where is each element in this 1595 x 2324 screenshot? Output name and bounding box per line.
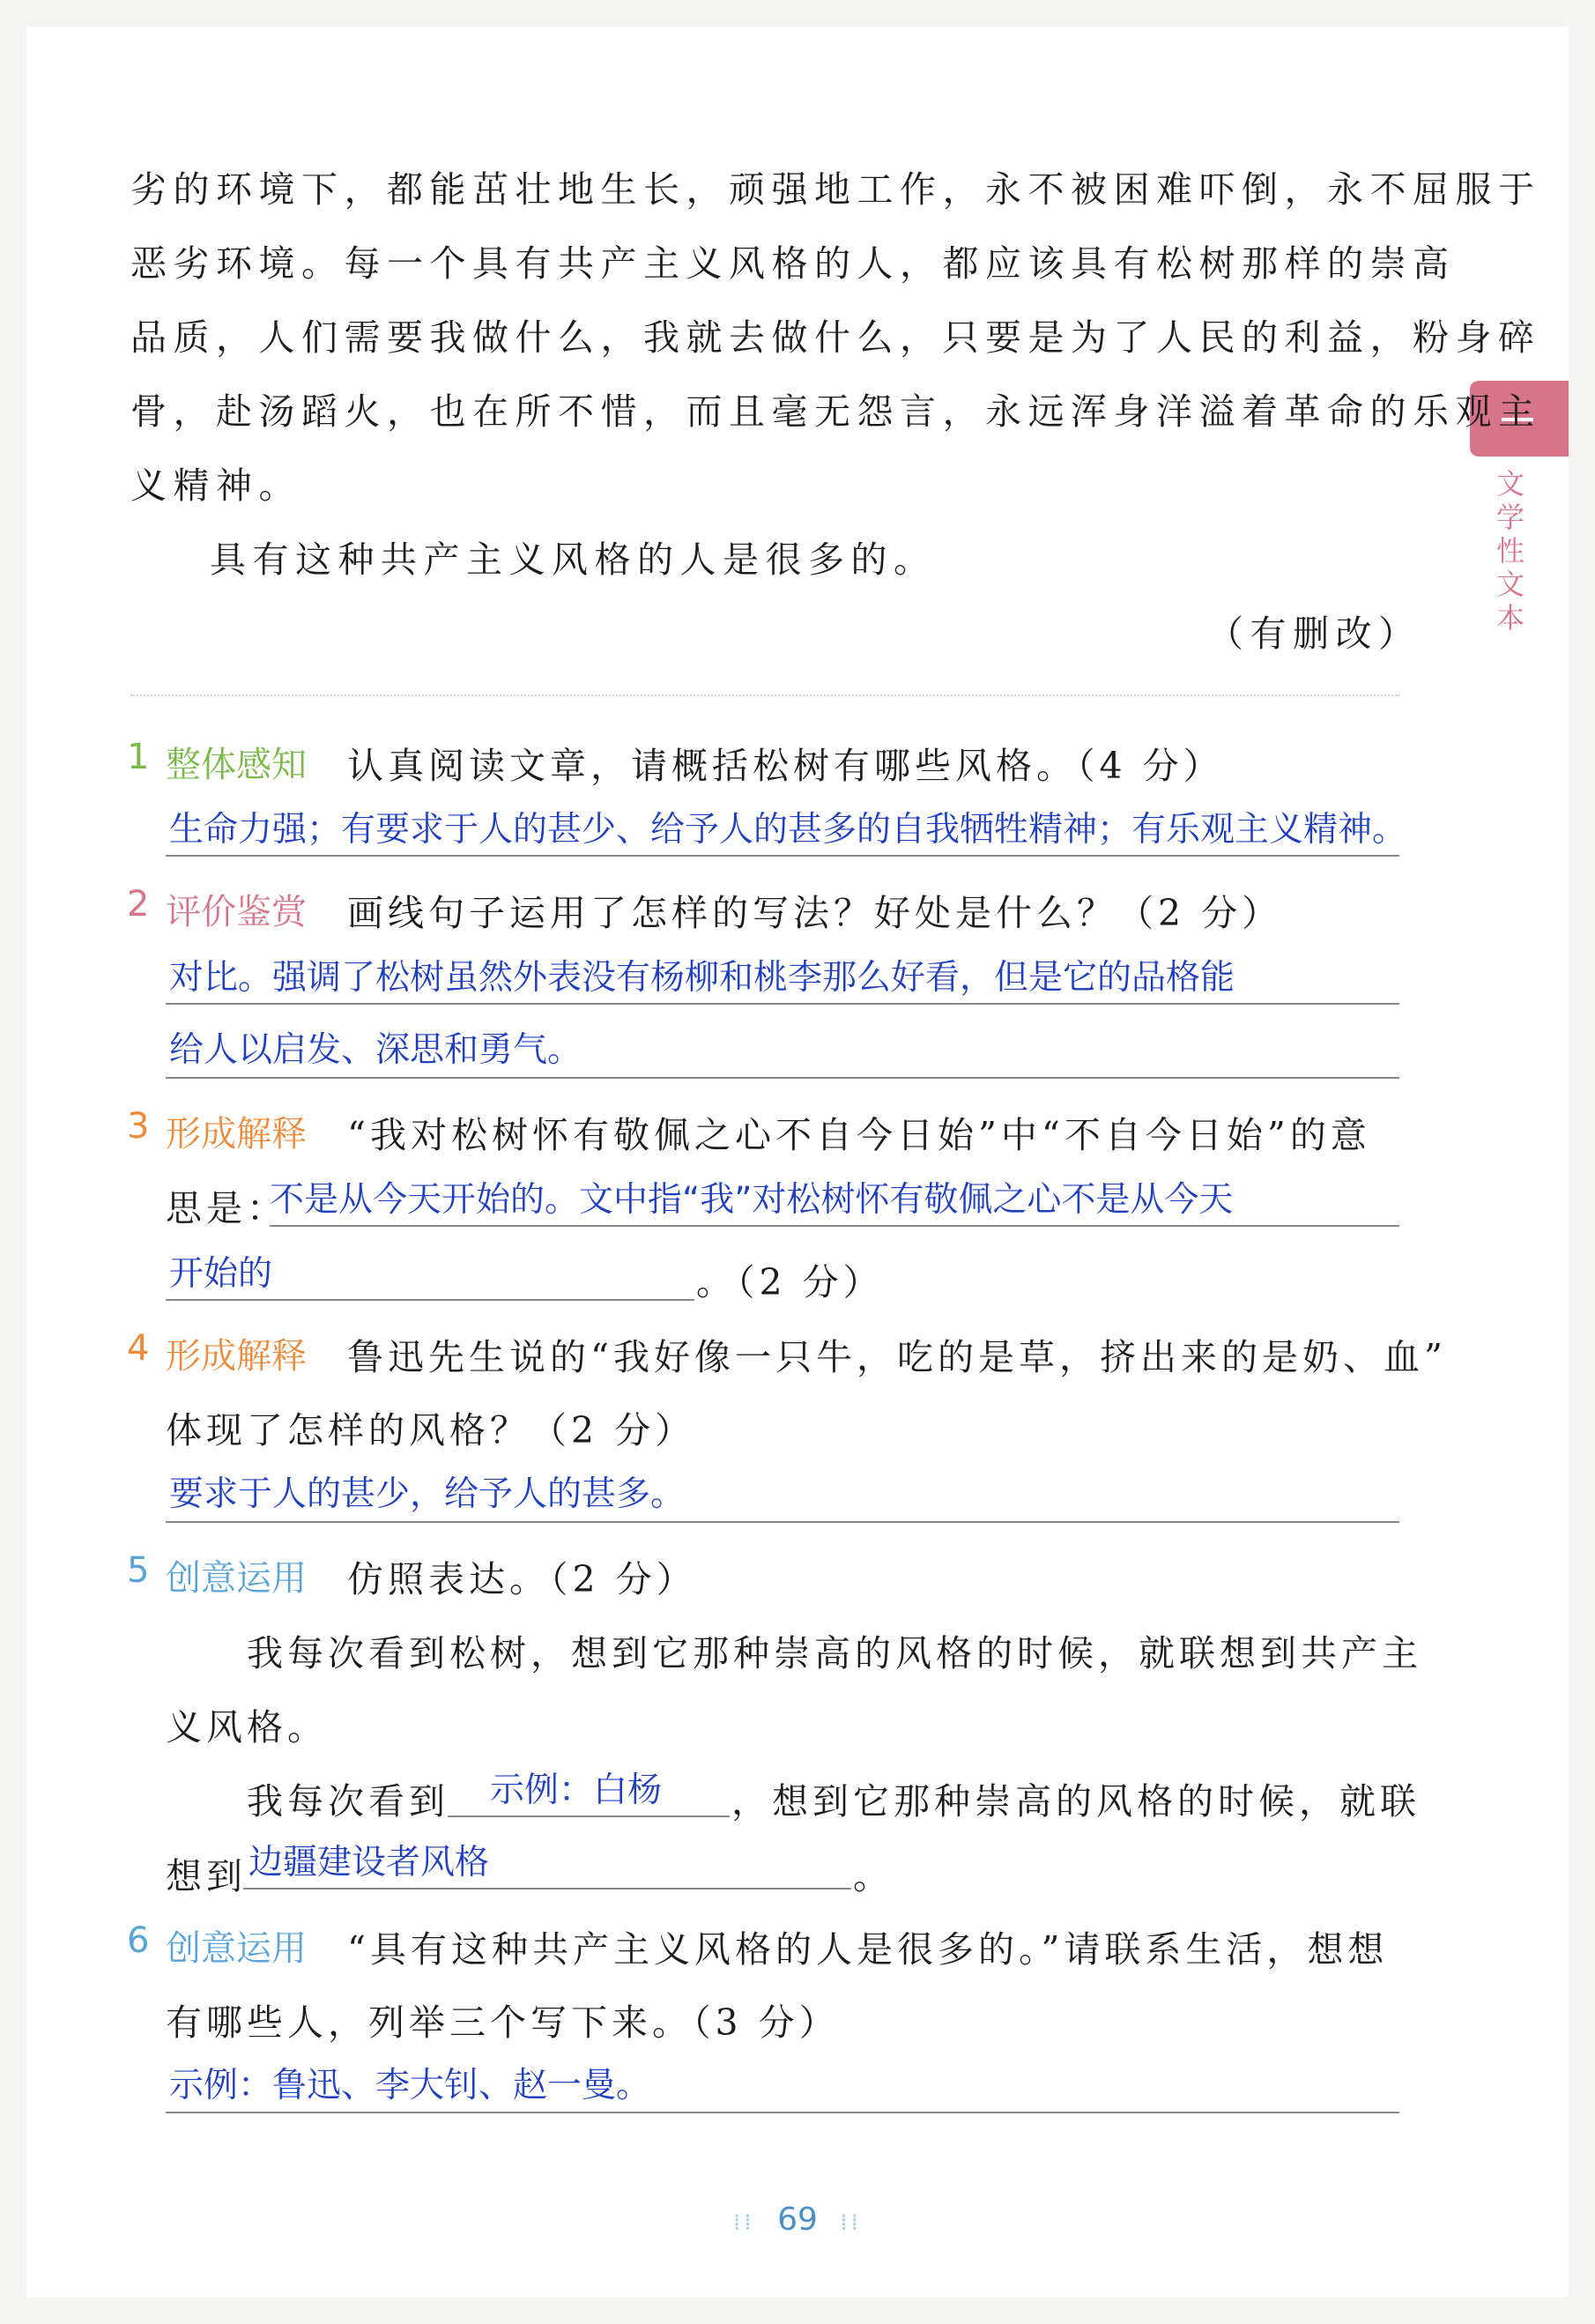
answer-text: 要求于人的甚少，给予人的甚多。 (169, 1474, 686, 1514)
answer-line (166, 2112, 1399, 2113)
question-text: 有哪些人，列举三个写下来。（3 分） (166, 2001, 840, 2044)
question-tag: 形成解释 (166, 1114, 307, 1155)
question-tag: 评价鉴赏 (166, 892, 307, 932)
question-text: 体现了怎样的风格？（2 分） (166, 1409, 696, 1452)
page-number: 69 (777, 2201, 818, 2238)
passage-line: 品质，人们需要我做什么，我就去做什么，只要是为了人民的利益，粉身碎 (130, 316, 1541, 359)
question-text: “具有这种共产主义风格的人是很多的。”请联系生活，想想 (347, 1928, 1389, 1971)
question-number: 5 (127, 1550, 150, 1591)
answer-line (166, 855, 1399, 857)
question-text: 。 (853, 1855, 894, 1897)
passage-line: 恶劣环境。每一个具有共产主义风格的人，都应该具有松树那样的崇高 (130, 242, 1456, 285)
answer-line (166, 1077, 1399, 1079)
question-number: 3 (127, 1106, 150, 1147)
answer-line (166, 1521, 1399, 1523)
passage-line: 劣的环境下，都能茁壮地生长，顽强地工作，永不被困难吓倒，永不屈服于 (130, 168, 1541, 211)
question-number: 2 (127, 884, 150, 924)
question-text: 我每次看到松树，想到它那种崇高的风格的时候，就联想到共产主 (247, 1632, 1422, 1674)
question-text: 。（2 分） (696, 1261, 884, 1303)
question-text: 仿照表达。（2 分） (347, 1558, 697, 1600)
answer-line (166, 1003, 1399, 1005)
passage-line: 义精神。 (130, 464, 301, 507)
question-tag: 形成解释 (166, 1336, 307, 1377)
answer-text: 边疆建设者风格 (249, 1843, 490, 1882)
answer-text: 生命力强；有要求于人的甚少、给予人的甚多的自我牺牲精神；有乐观主义精神。 (169, 810, 1407, 850)
answer-line (448, 1815, 730, 1817)
question-text: 想到 (166, 1855, 247, 1897)
page-number-decoration: ⁞⁞ (733, 2209, 755, 2236)
passage-line: 骨，赴汤蹈火，也在所不惜，而且毫无怨言，永远浑身洋溢着革命的乐观主 (130, 390, 1541, 433)
answer-text: 示例：鲁迅、李大钊、赵一曼。 (169, 2066, 651, 2105)
section-tab-label: 文学性文本 (1495, 467, 1525, 635)
page-number-row (0, 2201, 1595, 2238)
question-tag: 创意运用 (166, 1928, 307, 1969)
question-text: 认真阅读文章，请概括松树有哪些风格。（4 分） (347, 745, 1224, 787)
answer-text: 给人以启发、深思和勇气。 (169, 1030, 582, 1070)
question-text: 鲁迅先生说的“我好像一只牛，吃的是草，挤出来的是奶、血” (347, 1336, 1447, 1378)
question-text: 画线句子运用了怎样的写法？好处是什么？（2 分） (347, 892, 1283, 934)
question-number: 1 (127, 737, 150, 777)
question-number: 4 (127, 1328, 150, 1369)
question-text: 义风格。 (166, 1706, 328, 1749)
answer-text: 不是从今天开始的。文中指“我”对松树怀有敬佩之心不是从今天 (270, 1180, 1234, 1220)
question-tag: 整体感知 (166, 745, 307, 785)
question-text: 思是： (166, 1187, 287, 1229)
answer-text: 开始的 (169, 1254, 273, 1294)
question-text: “我对松树怀有敬佩之心不自今日始”中“不自今日始”的意 (347, 1114, 1371, 1156)
question-tag: 创意运用 (166, 1558, 307, 1599)
answer-text: 对比。强调了松树虽然外表没有杨柳和桃李那么好看，但是它的品格能 (169, 958, 1235, 998)
answer-line (166, 1299, 694, 1301)
question-number: 6 (127, 1920, 150, 1961)
page-number-decoration: ⁞⁞ (840, 2209, 862, 2236)
question-text: ，想到它那种崇高的风格的时候，就联 (731, 1780, 1421, 1823)
answer-text: 示例：白杨 (490, 1771, 663, 1810)
question-text: 我每次看到 (247, 1780, 449, 1823)
passage-line: 具有这种共产主义风格的人是很多的。 (210, 538, 937, 581)
answer-line (270, 1225, 1399, 1227)
source-note: （有删改） (1207, 613, 1421, 655)
section-divider (130, 694, 1399, 696)
answer-line (243, 1888, 851, 1890)
